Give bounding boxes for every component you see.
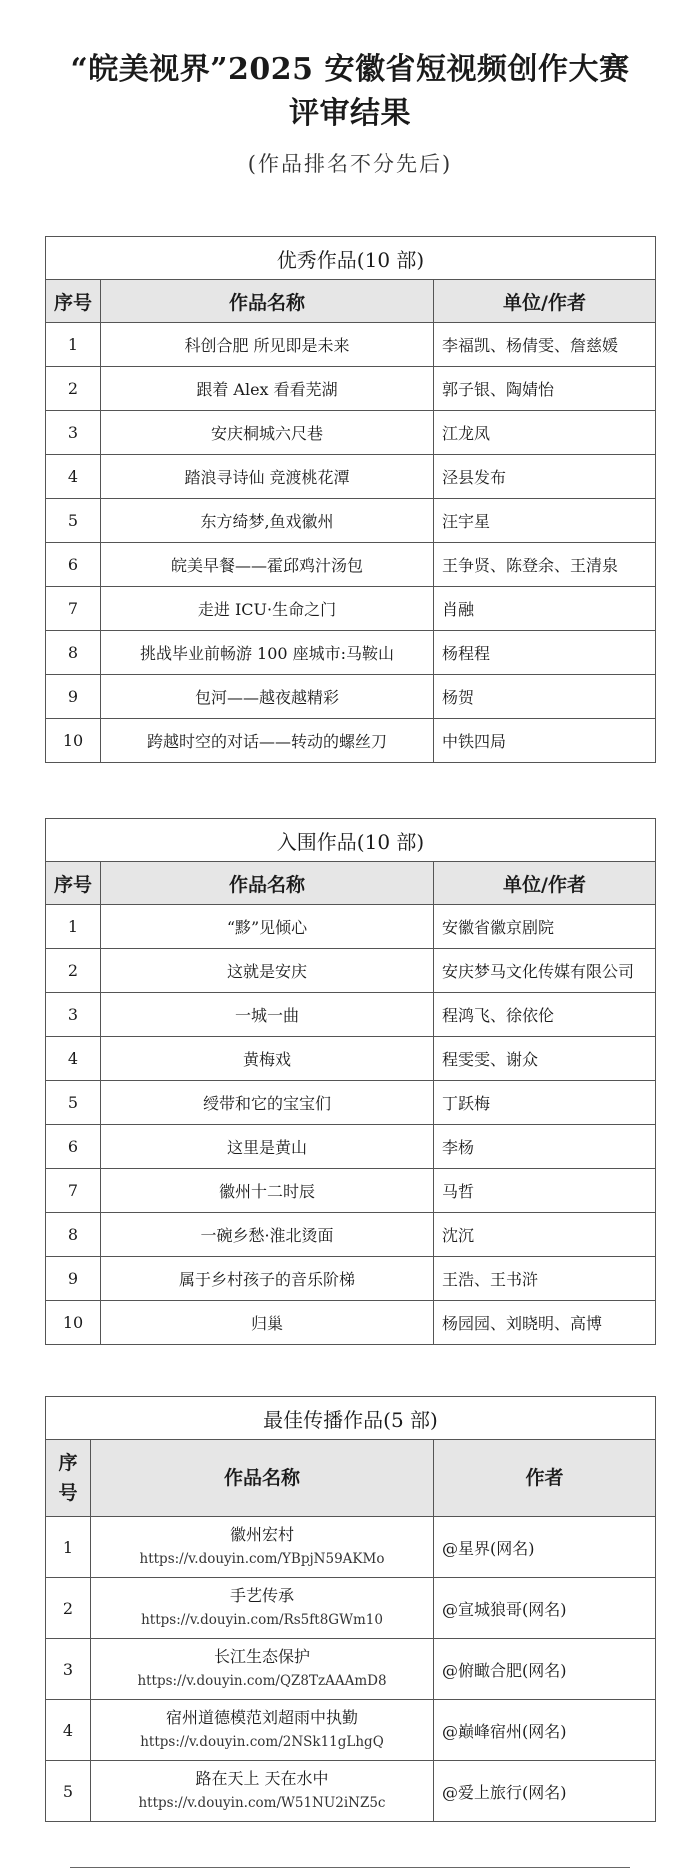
- work-author: 汪宇星: [434, 499, 656, 543]
- work-author: @宣城狼哥(网名): [434, 1578, 656, 1639]
- row-number: 7: [46, 587, 101, 631]
- row-number: 2: [46, 367, 101, 411]
- row-number: 6: [46, 1125, 101, 1169]
- work-author: 杨程程: [434, 631, 656, 675]
- footer-divider: [70, 1867, 630, 1868]
- work-title: 宿州道德模范刘超雨中执勤: [165, 1708, 358, 1727]
- work-author: 泾县发布: [434, 455, 656, 499]
- work-url: https://v.douyin.com/YBpjN59AKMo: [139, 1551, 385, 1567]
- table-row: [46, 587, 656, 631]
- work-title: 属于乡村孩子的音乐阶梯: [101, 1257, 434, 1301]
- work-title: 手艺传承: [229, 1586, 294, 1605]
- table-row: [46, 949, 656, 993]
- table-row: [46, 1301, 656, 1345]
- work-title: 徽州十二时辰: [101, 1169, 434, 1213]
- row-number: 4: [46, 455, 101, 499]
- table-row: [46, 719, 656, 763]
- title-line-1: “皖美视界”2025 安徽省短视频创作大赛: [70, 52, 630, 87]
- excellent-works-table: [45, 236, 656, 763]
- work-cell: [91, 1761, 434, 1822]
- row-number: 3: [46, 411, 101, 455]
- work-author: 杨园园、刘晓明、高博: [434, 1301, 656, 1345]
- table-row: [46, 323, 656, 367]
- subtitle: (作品排名不分先后): [247, 152, 453, 176]
- row-number: 9: [46, 675, 101, 719]
- work-cell: [91, 1517, 434, 1578]
- work-author: 杨贺: [434, 675, 656, 719]
- row-number: 1: [46, 323, 101, 367]
- work-title: 这里是黄山: [101, 1125, 434, 1169]
- table-row: [46, 1081, 656, 1125]
- row-number: 4: [46, 1700, 91, 1761]
- table-row: [46, 1169, 656, 1213]
- work-author: @星界(网名): [434, 1517, 656, 1578]
- work-cell: [91, 1578, 434, 1639]
- work-author: @爱上旅行(网名): [434, 1761, 656, 1822]
- row-number: 7: [46, 1169, 101, 1213]
- table-row: [46, 993, 656, 1037]
- work-title: 皖美早餐——霍邱鸡汁汤包: [101, 543, 434, 587]
- work-cell: [91, 1700, 434, 1761]
- table-caption: 优秀作品(10 部): [46, 237, 656, 280]
- document-header: [0, 48, 700, 178]
- work-title: 长江生态保护: [213, 1647, 310, 1666]
- work-title: 踏浪寻诗仙 竞渡桃花潭: [101, 455, 434, 499]
- row-number: 10: [46, 719, 101, 763]
- column-header-no-line2: 号: [58, 1482, 78, 1504]
- row-number: 5: [46, 1081, 101, 1125]
- work-url: https://v.douyin.com/2NSk11gLhgQ: [140, 1734, 384, 1750]
- table-row: [46, 1700, 656, 1761]
- column-header-author: 单位/作者: [434, 280, 656, 323]
- row-number: 2: [46, 949, 101, 993]
- column-header-author: 作者: [434, 1440, 656, 1517]
- column-header-title: 作品名称: [101, 862, 434, 905]
- work-author: 李杨: [434, 1125, 656, 1169]
- work-title: 一碗乡愁·淮北烫面: [101, 1213, 434, 1257]
- work-cell: [91, 1639, 434, 1700]
- row-number: 6: [46, 543, 101, 587]
- table-row: [46, 1517, 656, 1578]
- work-author: 中铁四局: [434, 719, 656, 763]
- work-title: 包河——越夜越精彩: [101, 675, 434, 719]
- table-row: [46, 1257, 656, 1301]
- title-line-2: 评审结果: [289, 96, 411, 131]
- work-title: 一城一曲: [101, 993, 434, 1037]
- work-title: 安庆桐城六尺巷: [101, 411, 434, 455]
- table-caption: 最佳传播作品(5 部): [46, 1397, 656, 1440]
- work-author: 李福凯、杨倩雯、詹慈媛: [434, 323, 656, 367]
- work-author: 安徽省徽京剧院: [434, 905, 656, 949]
- work-author: 肖融: [434, 587, 656, 631]
- table-row: [46, 675, 656, 719]
- work-title: 这就是安庆: [101, 949, 434, 993]
- table-row: [46, 631, 656, 675]
- best-spread-works-table: [45, 1396, 656, 1822]
- work-title: 跨越时空的对话——转动的螺丝刀: [101, 719, 434, 763]
- column-header-title: 作品名称: [101, 280, 434, 323]
- table-row: [46, 367, 656, 411]
- work-author: 马哲: [434, 1169, 656, 1213]
- row-number: 9: [46, 1257, 101, 1301]
- table-row: [46, 1125, 656, 1169]
- row-number: 2: [46, 1578, 91, 1639]
- work-author: 程雯雯、谢众: [434, 1037, 656, 1081]
- work-title: 黄梅戏: [101, 1037, 434, 1081]
- work-author: @巅峰宿州(网名): [434, 1700, 656, 1761]
- table-row: [46, 543, 656, 587]
- work-title: 科创合肥 所见即是未来: [101, 323, 434, 367]
- column-header-no: 序号: [46, 280, 101, 323]
- work-title: 东方绮梦,鱼戏徽州: [101, 499, 434, 543]
- work-author: 沈沉: [434, 1213, 656, 1257]
- column-header-title: 作品名称: [91, 1440, 434, 1517]
- row-number: 5: [46, 499, 101, 543]
- table-row: [46, 455, 656, 499]
- work-title: 徽州宏村: [229, 1525, 294, 1544]
- row-number: 5: [46, 1761, 91, 1822]
- work-title: “黟”见倾心: [101, 905, 434, 949]
- work-author: 郭子银、陶婧怡: [434, 367, 656, 411]
- column-header-no-line1: 序: [58, 1452, 78, 1474]
- table-caption: 入围作品(10 部): [46, 819, 656, 862]
- work-author: 丁跃梅: [434, 1081, 656, 1125]
- work-author: 安庆梦马文化传媒有限公司: [434, 949, 656, 993]
- table-row: [46, 1578, 656, 1639]
- work-url: https://v.douyin.com/QZ8TzAAAmD8: [137, 1673, 387, 1689]
- table-row: [46, 1037, 656, 1081]
- work-title: 走进 ICU·生命之门: [101, 587, 434, 631]
- table-row: [46, 499, 656, 543]
- row-number: 1: [46, 1517, 91, 1578]
- work-title: 挑战毕业前畅游 100 座城市:马鞍山: [101, 631, 434, 675]
- table-row: [46, 1639, 656, 1700]
- work-title: 归巢: [101, 1301, 434, 1345]
- work-author: @俯瞰合肥(网名): [434, 1639, 656, 1700]
- column-header-author: 单位/作者: [434, 862, 656, 905]
- table-row: [46, 411, 656, 455]
- work-author: 江龙凤: [434, 411, 656, 455]
- work-url: https://v.douyin.com/W51NU2iNZ5c: [138, 1795, 386, 1811]
- row-number: 1: [46, 905, 101, 949]
- work-url: https://v.douyin.com/Rs5ft8GWm10: [141, 1612, 383, 1628]
- work-author: 程鸿飞、徐依伦: [434, 993, 656, 1037]
- row-number: 8: [46, 1213, 101, 1257]
- work-title: 跟着 Alex 看看芜湖: [101, 367, 434, 411]
- row-number: 3: [46, 1639, 91, 1700]
- table-row: [46, 905, 656, 949]
- work-author: 王浩、王书浒: [434, 1257, 656, 1301]
- work-title: 路在天上 天在水中: [195, 1769, 329, 1788]
- row-number: 4: [46, 1037, 101, 1081]
- table-row: [46, 1761, 656, 1822]
- column-header-no: [46, 1440, 91, 1517]
- work-author: 王争贤、陈登余、王清泉: [434, 543, 656, 587]
- row-number: 3: [46, 993, 101, 1037]
- row-number: 10: [46, 1301, 101, 1345]
- work-title: 绶带和它的宝宝们: [101, 1081, 434, 1125]
- column-header-no: 序号: [46, 862, 101, 905]
- row-number: 8: [46, 631, 101, 675]
- table-row: [46, 1213, 656, 1257]
- shortlisted-works-table: [45, 818, 656, 1345]
